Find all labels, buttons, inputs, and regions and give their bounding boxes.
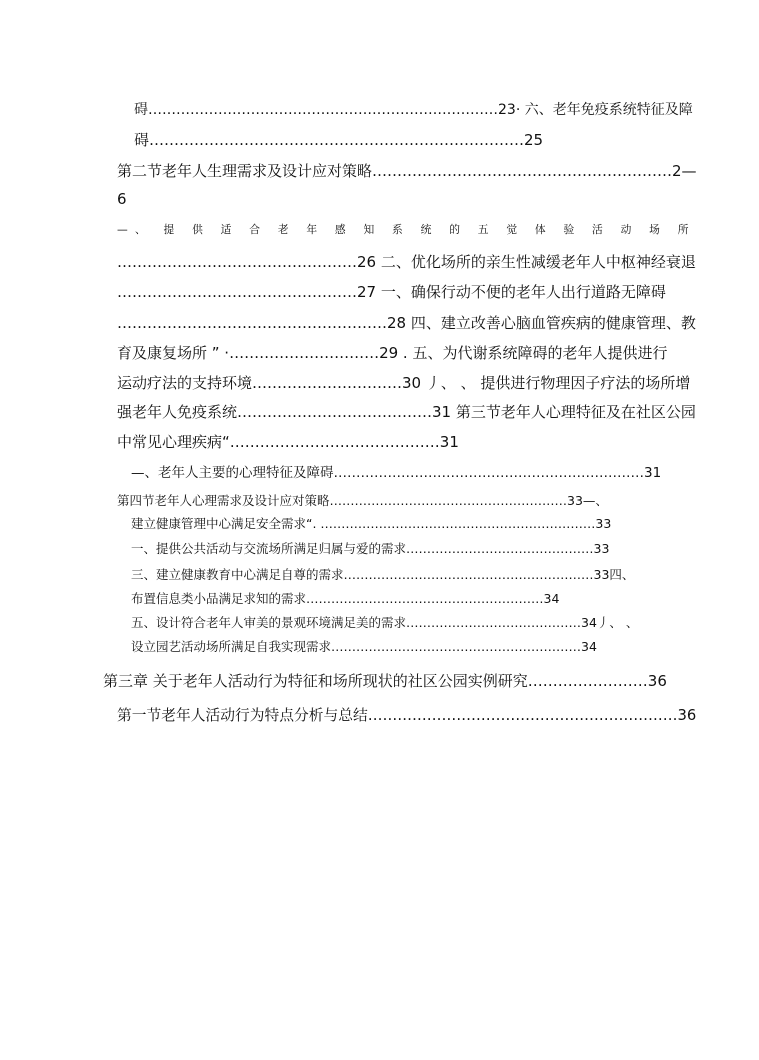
toc-line: 第四节老年人心理需求及设计应对策略…………………………………………………33—、 — [117, 493, 608, 508]
toc-line: 第二节老年人生理需求及设计应对策略……………………………………………………2— — [117, 162, 697, 180]
toc-line: 一、提供公共活动与交流场所满足归属与爱的需求………………………………………33 — [131, 541, 610, 556]
toc-line: ………………………………………………28 四、建立改善心脑血管疾病的健康管理、教 — [117, 314, 696, 332]
toc-line: 6 — [117, 190, 127, 208]
toc-line: 设立园艺活动场所满足自我实现需求……………………………………………………34 — [131, 639, 597, 654]
toc-line: 中常见心理疾病“……………………………………31 — [117, 433, 459, 451]
toc-line: 育及康复场所 ” ·…………………………29 . 五、为代谢系统障碍的老年人提供进行 — [117, 344, 668, 362]
toc-line: —、老年人主要的心理特征及障碍……………………………………………………………31 — [131, 465, 662, 481]
toc-line: …………………………………………26 二、优化场所的亲生性减缓老年人中枢神经衰退 — [117, 253, 696, 271]
toc-chapter-line: 第三章 关于老年人活动行为特征和场所现状的社区公园实例研究……………………36 — [103, 672, 667, 690]
toc-line: …………………………………………27 一、确保行动不便的老年人出行道路无障碍 — [117, 283, 666, 301]
toc-line: 第一节老年人活动行为特点分析与总结………………………………………………………36 — [117, 707, 697, 724]
toc-line: 布置信息类小品满足求知的需求…………………………………………………34 — [131, 591, 560, 606]
toc-line: 建立健康管理中心满足安全需求“. …………………………………………………………33 — [131, 516, 612, 531]
toc-line: 五、设计符合老年人审美的景观环境满足美的需求……………………………………34丿、 、 — [131, 615, 639, 630]
toc-line: —、 提 供 适 合 老 年 感 知 系 统 的 五 觉 体 验 活 动 场 所 — [117, 223, 696, 236]
toc-line: 三、建立健康教育中心满足自尊的需求……………………………………………………33四、 — [131, 567, 635, 582]
toc-line: 碍…………………………………………………………………25 — [134, 131, 544, 149]
toc-line: 运动疗法的支持环境…………………………30 丿、 、 提供进行物理因子疗法的场所增 — [117, 374, 691, 392]
toc-line: 强老年人免疫系统…………………………………31 第三节老年人心理特征及在社区公园 — [117, 403, 696, 421]
toc-line: 碍…………………………………………………………………23· 六、老年免疫系统特征及障 — [134, 102, 693, 118]
